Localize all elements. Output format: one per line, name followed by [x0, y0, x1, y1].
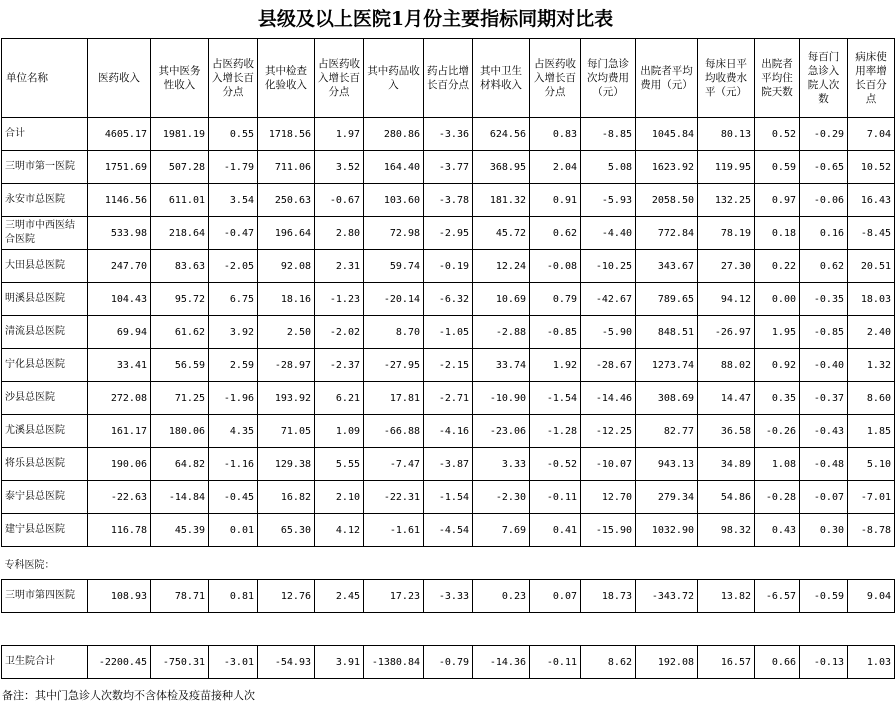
value-cell: 272.08 — [88, 382, 151, 415]
hospital-name-cell: 大田县总医院 — [2, 250, 88, 283]
value-cell: -5.90 — [581, 316, 636, 349]
value-cell: 181.32 — [473, 184, 530, 217]
value-cell: 279.34 — [636, 481, 698, 514]
value-cell: 1.08 — [755, 448, 800, 481]
value-cell: 4.12 — [315, 514, 364, 547]
value-cell: 1045.84 — [636, 118, 698, 151]
hospital-name-cell: 尤溪县总医院 — [2, 415, 88, 448]
value-cell: -7.01 — [848, 481, 895, 514]
value-cell: -2.30 — [473, 481, 530, 514]
hospital-name-cell: 三明市第四医院 — [2, 580, 88, 613]
hospital-name-cell: 将乐县总医院 — [2, 448, 88, 481]
value-cell: 12.70 — [581, 481, 636, 514]
value-cell: 2.10 — [315, 481, 364, 514]
column-header: 占医药收入增长百分点 — [530, 39, 581, 118]
value-cell: 0.62 — [800, 250, 848, 283]
value-cell: 0.97 — [755, 184, 800, 217]
value-cell: -1.79 — [209, 151, 258, 184]
value-cell: 82.77 — [636, 415, 698, 448]
value-cell: -0.06 — [800, 184, 848, 217]
value-cell: 20.51 — [848, 250, 895, 283]
value-cell: 59.74 — [364, 250, 424, 283]
hospital-name-cell: 永安市总医院 — [2, 184, 88, 217]
value-cell: 247.70 — [88, 250, 151, 283]
value-cell: -343.72 — [636, 580, 698, 613]
value-cell: 164.40 — [364, 151, 424, 184]
hospital-name-cell: 建宁县总医院 — [2, 514, 88, 547]
value-cell: 83.63 — [151, 250, 209, 283]
value-cell: -2.37 — [315, 349, 364, 382]
value-cell: 34.89 — [698, 448, 755, 481]
value-cell: 190.06 — [88, 448, 151, 481]
value-cell: 7.69 — [473, 514, 530, 547]
value-cell: 0.43 — [755, 514, 800, 547]
value-cell: 56.59 — [151, 349, 209, 382]
value-cell: -10.90 — [473, 382, 530, 415]
value-cell: -3.33 — [424, 580, 473, 613]
value-cell: -0.85 — [800, 316, 848, 349]
value-cell: -2.88 — [473, 316, 530, 349]
value-cell: 0.22 — [755, 250, 800, 283]
value-cell: -1.96 — [209, 382, 258, 415]
value-cell: 192.08 — [636, 646, 698, 679]
value-cell: -10.07 — [581, 448, 636, 481]
table-row — [2, 448, 895, 481]
value-cell: -0.52 — [530, 448, 581, 481]
column-header: 医药收入 — [88, 39, 151, 118]
value-cell: 94.12 — [698, 283, 755, 316]
value-cell: 18.73 — [581, 580, 636, 613]
value-cell: 9.04 — [848, 580, 895, 613]
value-cell: 196.64 — [258, 217, 315, 250]
value-cell: 280.86 — [364, 118, 424, 151]
value-cell: -0.11 — [530, 646, 581, 679]
column-header: 其中医务性收入 — [151, 39, 209, 118]
spacer-row — [2, 613, 895, 646]
value-cell: 0.62 — [530, 217, 581, 250]
value-cell: 69.94 — [88, 316, 151, 349]
value-cell: 104.43 — [88, 283, 151, 316]
value-cell: 3.91 — [315, 646, 364, 679]
value-cell: -0.40 — [800, 349, 848, 382]
value-cell: -1.54 — [424, 481, 473, 514]
value-cell: -4.54 — [424, 514, 473, 547]
column-header: 其中卫生材料收入 — [473, 39, 530, 118]
table-row — [2, 382, 895, 415]
value-cell: -10.25 — [581, 250, 636, 283]
value-cell: 71.05 — [258, 415, 315, 448]
value-cell: 2.31 — [315, 250, 364, 283]
value-cell: 1.03 — [848, 646, 895, 679]
table-body — [2, 118, 895, 679]
value-cell: -1.16 — [209, 448, 258, 481]
value-cell: 8.62 — [581, 646, 636, 679]
hospital-name-cell: 明溪县总医院 — [2, 283, 88, 316]
value-cell: 1751.69 — [88, 151, 151, 184]
value-cell: 368.95 — [473, 151, 530, 184]
value-cell: 2.80 — [315, 217, 364, 250]
value-cell: -6.32 — [424, 283, 473, 316]
value-cell: -0.37 — [800, 382, 848, 415]
value-cell: -8.85 — [581, 118, 636, 151]
value-cell: -1.61 — [364, 514, 424, 547]
value-cell: -2.15 — [424, 349, 473, 382]
table-row — [2, 250, 895, 283]
value-cell: -0.19 — [424, 250, 473, 283]
value-cell: 2.45 — [315, 580, 364, 613]
value-cell: 0.07 — [530, 580, 581, 613]
value-cell: 27.30 — [698, 250, 755, 283]
value-cell: 5.10 — [848, 448, 895, 481]
value-cell: -750.31 — [151, 646, 209, 679]
value-cell: 1.09 — [315, 415, 364, 448]
value-cell: 45.39 — [151, 514, 209, 547]
value-cell: 0.41 — [530, 514, 581, 547]
value-cell: -1.05 — [424, 316, 473, 349]
value-cell: -1.23 — [315, 283, 364, 316]
value-cell: -3.77 — [424, 151, 473, 184]
value-cell: 180.06 — [151, 415, 209, 448]
section-label: 专科医院： — [2, 547, 895, 580]
value-cell: 1.95 — [755, 316, 800, 349]
value-cell: 218.64 — [151, 217, 209, 250]
value-cell: 250.63 — [258, 184, 315, 217]
value-cell: -2.95 — [424, 217, 473, 250]
column-header: 占医药收入增长百分点 — [315, 39, 364, 118]
hospital-name-cell: 三明市第一医院 — [2, 151, 88, 184]
value-cell: -5.93 — [581, 184, 636, 217]
table-row — [2, 514, 895, 547]
column-header: 出院者平均住院天数 — [755, 39, 800, 118]
value-cell: -0.45 — [209, 481, 258, 514]
value-cell: 18.16 — [258, 283, 315, 316]
value-cell: 129.38 — [258, 448, 315, 481]
value-cell: -12.25 — [581, 415, 636, 448]
table-row — [2, 481, 895, 514]
column-header: 每床日平均收费水平（元） — [698, 39, 755, 118]
value-cell: -1.28 — [530, 415, 581, 448]
comparison-table — [1, 38, 895, 679]
value-cell: -8.78 — [848, 514, 895, 547]
value-cell: -0.85 — [530, 316, 581, 349]
value-cell: -0.47 — [209, 217, 258, 250]
value-cell: -23.06 — [473, 415, 530, 448]
value-cell: 1718.56 — [258, 118, 315, 151]
column-header: 其中药品收入 — [364, 39, 424, 118]
value-cell: 16.82 — [258, 481, 315, 514]
column-header: 药占比增长百分点 — [424, 39, 473, 118]
value-cell: 0.01 — [209, 514, 258, 547]
value-cell: -42.67 — [581, 283, 636, 316]
value-cell: -7.47 — [364, 448, 424, 481]
value-cell: -0.28 — [755, 481, 800, 514]
value-cell: 1.32 — [848, 349, 895, 382]
column-header: 病床使用率增长百分点 — [848, 39, 895, 118]
column-header: 单位名称 — [2, 39, 88, 118]
value-cell: 17.81 — [364, 382, 424, 415]
value-cell: 14.47 — [698, 382, 755, 415]
value-cell: -22.63 — [88, 481, 151, 514]
value-cell: 1146.56 — [88, 184, 151, 217]
value-cell: -15.90 — [581, 514, 636, 547]
value-cell: 78.19 — [698, 217, 755, 250]
table-row — [2, 646, 895, 679]
value-cell: 3.33 — [473, 448, 530, 481]
table-title: 县级及以上医院1月份主要指标同期对比表 — [257, 8, 614, 30]
value-cell: -14.46 — [581, 382, 636, 415]
column-header: 其中检查化验收入 — [258, 39, 315, 118]
value-cell: 98.32 — [698, 514, 755, 547]
value-cell: 3.54 — [209, 184, 258, 217]
value-cell: -0.11 — [530, 481, 581, 514]
value-cell: 92.08 — [258, 250, 315, 283]
value-cell: -8.45 — [848, 217, 895, 250]
value-cell: 161.17 — [88, 415, 151, 448]
value-cell: 0.00 — [755, 283, 800, 316]
value-cell: -14.36 — [473, 646, 530, 679]
value-cell: 8.60 — [848, 382, 895, 415]
value-cell: 1.92 — [530, 349, 581, 382]
value-cell: 1.85 — [848, 415, 895, 448]
value-cell: 1.97 — [315, 118, 364, 151]
value-cell: -28.67 — [581, 349, 636, 382]
value-cell: 0.18 — [755, 217, 800, 250]
column-header: 每门急诊次均费用（元） — [581, 39, 636, 118]
value-cell: 1032.90 — [636, 514, 698, 547]
table-row — [2, 151, 895, 184]
table-row — [2, 283, 895, 316]
value-cell: 71.25 — [151, 382, 209, 415]
column-header: 出院者平均费用（元） — [636, 39, 698, 118]
value-cell: 7.04 — [848, 118, 895, 151]
value-cell: -2.02 — [315, 316, 364, 349]
spacer-cell — [2, 613, 895, 646]
value-cell: 95.72 — [151, 283, 209, 316]
value-cell: 36.58 — [698, 415, 755, 448]
value-cell: 12.76 — [258, 580, 315, 613]
value-cell: -0.26 — [755, 415, 800, 448]
value-cell: -20.14 — [364, 283, 424, 316]
value-cell: 624.56 — [473, 118, 530, 151]
value-cell: -3.87 — [424, 448, 473, 481]
value-cell: -14.84 — [151, 481, 209, 514]
value-cell: -3.78 — [424, 184, 473, 217]
footnote: 备注：其中门急诊人次数均不含体检及疫苗接种人次 — [2, 689, 255, 702]
value-cell: -0.79 — [424, 646, 473, 679]
value-cell: 72.98 — [364, 217, 424, 250]
hospital-name-cell: 三明市中西医结合医院 — [2, 217, 88, 250]
value-cell: 132.25 — [698, 184, 755, 217]
value-cell: 8.70 — [364, 316, 424, 349]
value-cell: -66.88 — [364, 415, 424, 448]
value-cell: -0.29 — [800, 118, 848, 151]
value-cell: 4.35 — [209, 415, 258, 448]
value-cell: 88.02 — [698, 349, 755, 382]
value-cell: -0.35 — [800, 283, 848, 316]
value-cell: 0.81 — [209, 580, 258, 613]
value-cell: 2.40 — [848, 316, 895, 349]
table-row — [2, 316, 895, 349]
value-cell: 18.03 — [848, 283, 895, 316]
table-row — [2, 217, 895, 250]
value-cell: 4605.17 — [88, 118, 151, 151]
value-cell: -2.05 — [209, 250, 258, 283]
value-cell: -4.40 — [581, 217, 636, 250]
value-cell: 119.95 — [698, 151, 755, 184]
value-cell: 10.52 — [848, 151, 895, 184]
value-cell: 64.82 — [151, 448, 209, 481]
value-cell: 0.16 — [800, 217, 848, 250]
value-cell: 848.51 — [636, 316, 698, 349]
value-cell: 116.78 — [88, 514, 151, 547]
value-cell: -0.08 — [530, 250, 581, 283]
value-cell: 0.55 — [209, 118, 258, 151]
value-cell: -6.57 — [755, 580, 800, 613]
value-cell: 3.92 — [209, 316, 258, 349]
hospital-name-cell: 泰宁县总医院 — [2, 481, 88, 514]
value-cell: -1.54 — [530, 382, 581, 415]
value-cell: 61.62 — [151, 316, 209, 349]
table-row — [2, 184, 895, 217]
value-cell: 0.79 — [530, 283, 581, 316]
section-row — [2, 547, 895, 580]
value-cell: 2.04 — [530, 151, 581, 184]
value-cell: -3.36 — [424, 118, 473, 151]
value-cell: -26.97 — [698, 316, 755, 349]
hospital-name-cell: 宁化县总医院 — [2, 349, 88, 382]
value-cell: 33.41 — [88, 349, 151, 382]
value-cell: 0.59 — [755, 151, 800, 184]
value-cell: 0.91 — [530, 184, 581, 217]
value-cell: 711.06 — [258, 151, 315, 184]
value-cell: 103.60 — [364, 184, 424, 217]
value-cell: 0.30 — [800, 514, 848, 547]
value-cell: 943.13 — [636, 448, 698, 481]
hospital-name-cell: 卫生院合计 — [2, 646, 88, 679]
hospital-name-cell: 合计 — [2, 118, 88, 151]
value-cell: 17.23 — [364, 580, 424, 613]
value-cell: 33.74 — [473, 349, 530, 382]
value-cell: -22.31 — [364, 481, 424, 514]
header-row — [2, 39, 895, 118]
value-cell: 65.30 — [258, 514, 315, 547]
value-cell: 0.23 — [473, 580, 530, 613]
value-cell: 13.82 — [698, 580, 755, 613]
value-cell: 2058.50 — [636, 184, 698, 217]
value-cell: -2.71 — [424, 382, 473, 415]
value-cell: -2200.45 — [88, 646, 151, 679]
value-cell: 108.93 — [88, 580, 151, 613]
value-cell: 1981.19 — [151, 118, 209, 151]
value-cell: -0.43 — [800, 415, 848, 448]
value-cell: -0.65 — [800, 151, 848, 184]
value-cell: 5.08 — [581, 151, 636, 184]
value-cell: 12.24 — [473, 250, 530, 283]
value-cell: 611.01 — [151, 184, 209, 217]
value-cell: 1273.74 — [636, 349, 698, 382]
value-cell: 3.52 — [315, 151, 364, 184]
column-header: 每百门急诊入院人次数 — [800, 39, 848, 118]
value-cell: 1623.92 — [636, 151, 698, 184]
value-cell: 0.66 — [755, 646, 800, 679]
value-cell: -0.07 — [800, 481, 848, 514]
table-row — [2, 580, 895, 613]
value-cell: 0.92 — [755, 349, 800, 382]
value-cell: 343.67 — [636, 250, 698, 283]
value-cell: 6.21 — [315, 382, 364, 415]
table-row — [2, 118, 895, 151]
value-cell: -54.93 — [258, 646, 315, 679]
value-cell: 6.75 — [209, 283, 258, 316]
value-cell: -0.13 — [800, 646, 848, 679]
value-cell: -0.59 — [800, 580, 848, 613]
value-cell: 193.92 — [258, 382, 315, 415]
value-cell: 0.52 — [755, 118, 800, 151]
table-row — [2, 415, 895, 448]
value-cell: 2.50 — [258, 316, 315, 349]
value-cell: -1380.84 — [364, 646, 424, 679]
value-cell: -0.48 — [800, 448, 848, 481]
value-cell: 5.55 — [315, 448, 364, 481]
value-cell: 10.69 — [473, 283, 530, 316]
value-cell: 16.57 — [698, 646, 755, 679]
value-cell: -27.95 — [364, 349, 424, 382]
value-cell: 0.35 — [755, 382, 800, 415]
value-cell: -4.16 — [424, 415, 473, 448]
value-cell: -0.67 — [315, 184, 364, 217]
value-cell: 772.84 — [636, 217, 698, 250]
value-cell: 533.98 — [88, 217, 151, 250]
value-cell: -3.01 — [209, 646, 258, 679]
value-cell: 0.83 — [530, 118, 581, 151]
hospital-name-cell: 沙县总医院 — [2, 382, 88, 415]
value-cell: 507.28 — [151, 151, 209, 184]
table-row — [2, 349, 895, 382]
value-cell: 78.71 — [151, 580, 209, 613]
value-cell: 308.69 — [636, 382, 698, 415]
value-cell: 16.43 — [848, 184, 895, 217]
value-cell: 54.86 — [698, 481, 755, 514]
value-cell: 45.72 — [473, 217, 530, 250]
value-cell: 80.13 — [698, 118, 755, 151]
value-cell: 2.59 — [209, 349, 258, 382]
hospital-name-cell: 清流县总医院 — [2, 316, 88, 349]
value-cell: -28.97 — [258, 349, 315, 382]
value-cell: 789.65 — [636, 283, 698, 316]
column-header: 占医药收入增长百分点 — [209, 39, 258, 118]
